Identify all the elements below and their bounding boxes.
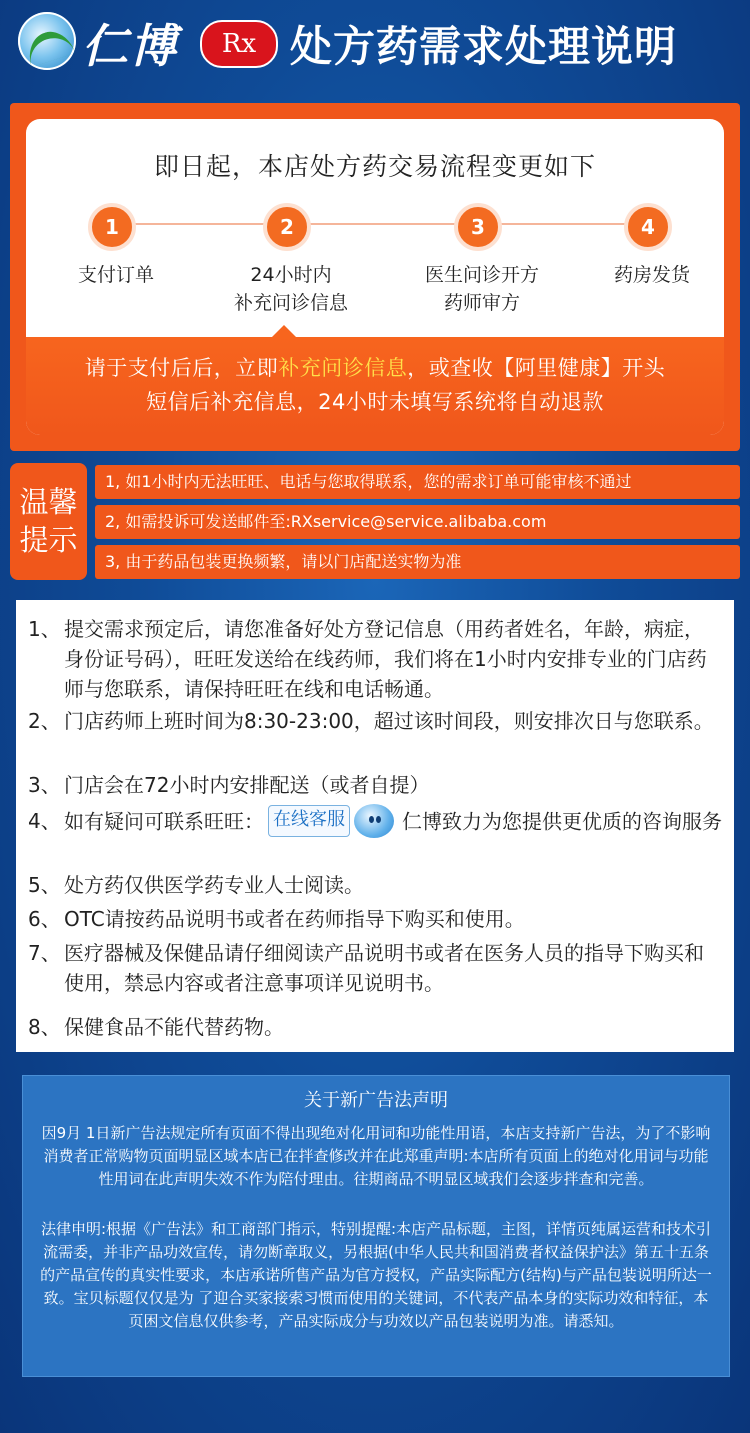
list-item-number: 1、: [28, 617, 61, 641]
list-item: [28, 938, 722, 998]
list-item-number: 7、: [28, 941, 61, 965]
list-item: [28, 706, 722, 736]
list-item-number: 6、: [28, 907, 61, 931]
refund-notice: [26, 337, 724, 435]
step-number: 2: [263, 203, 311, 251]
list-item-number: 5、: [28, 873, 61, 897]
list-item-text: 门店药师上班时间为8:30-23:00，超过该时间段，则安排次日与您联系。: [64, 709, 714, 733]
list-item: [28, 1012, 722, 1042]
step-label: [201, 261, 381, 317]
step-label: [26, 261, 206, 289]
list-item-number: 3、: [28, 773, 61, 797]
tips-label-line2: 提示: [19, 523, 78, 557]
page-title: 处方药需求处理说明: [290, 22, 678, 71]
header: [0, 0, 750, 82]
step-4: [562, 203, 724, 289]
tip-item: 2, 如需投诉可发送邮件至:RXservice@service.alibaba.com: [95, 505, 740, 539]
list-item-text: OTC请按药品说明书或者在药师指导下购买和使用。: [64, 907, 525, 931]
step-label: [562, 261, 724, 289]
notice-highlight: 补充问诊信息: [278, 356, 408, 380]
list-item-number: 4、: [28, 809, 61, 833]
process-card: [26, 119, 724, 435]
legal-paragraph-1: 因9月 1日新广告法规定所有页面不得出现绝对化用词和功能性用语，本店支持新广告法，为了不影响消费者正常购物页面明显区域本店已在拌查修改并在此郑重声明:本店所有页面上的绝对化用词与功能性用词在此声明失效不作为陪付理由。往期商品不明显区域我们会逐步拌查和完善。: [41, 1124, 711, 1188]
list-item: [28, 614, 722, 704]
list-item-text: 门店会在72小时内安排配送（或者自提）: [64, 773, 430, 797]
tip-item: 1, 如1小时内无法旺旺、电话与您取得联系，您的需求订单可能审核不通过: [95, 465, 740, 499]
step-label-line1: 支付订单: [77, 264, 154, 286]
process-headline: 即日起，本店处方药交易流程变更如下: [153, 152, 596, 181]
step-number: 1: [88, 203, 136, 251]
legal-notice-panel: [22, 1075, 730, 1377]
notice-part1: 请于支付后后，立即: [84, 356, 279, 380]
step-1: [26, 203, 206, 289]
list-item-text: 保健食品不能代替药物。: [64, 1015, 284, 1039]
online-service-button[interactable]: 在线客服: [268, 805, 350, 837]
tips-label: [10, 463, 87, 580]
legal-paragraph-2: 法律申明:根据《广告法》和工商部门指示，特别提醒:本店产品标题，主图，详情页纯属运营和技术引流需委，并非产品功效宣传，请勿断章取义，另根据(中华人民共和国消费者权益保护法》第五十五条的产品宣传的真实性要求，本店承诺所售产品为官方授权，产品实际配方(结构)与产品包装说明所达一致。宝贝标题仅仅是为 了迎合买家接索习惯而使用的关键词，不代表产品本身的实际功效和特征，本页困文信息仅供参考，产品实际成分与功效以产品包装说明为准。请悉知。: [40, 1220, 712, 1330]
step-label: [392, 261, 572, 317]
list-item-text: [28, 806, 722, 840]
list-item-text: 医疗器械及保健品请仔细阅读产品说明书或者在医务人员的指导下购买和使用，禁忌内容或者注意事项详见说明书。: [64, 941, 704, 995]
step-number: 3: [454, 203, 502, 251]
list-item-text: 处方药仅供医学药专业人士阅读。: [64, 873, 364, 897]
brand-logo-icon: [18, 12, 76, 70]
step-2: [201, 203, 381, 317]
process-panel: [10, 103, 740, 451]
notice-part2: ，或查收【阿里健康】开头: [407, 356, 666, 380]
list-item-text-before: 如有疑问可联系旺旺：: [64, 809, 264, 834]
brand-name: 仁博: [82, 19, 178, 73]
instructions-list: [16, 600, 734, 1052]
rx-badge: Rx: [200, 20, 278, 68]
step-label-line2: 药师审方: [443, 292, 520, 314]
notice-text: [36, 351, 714, 419]
chat-bubble-icon[interactable]: [354, 804, 394, 838]
step-label-line1: 24小时内: [250, 264, 332, 286]
step-3: [392, 203, 572, 317]
tip-item: 3, 由于药品包装更换频繁，请以门店配送实物为准: [95, 545, 740, 579]
step-label-line2: 补充问诊信息: [233, 292, 348, 314]
list-item-text-after: 仁博致力为您提供更优质的咨询服务: [402, 809, 722, 834]
list-item-text: 提交需求预定后，请您准备好处方登记信息（用药者姓名，年龄，病症，身份证号码），旺旺发送给在线药师，我们将在1小时内安排专业的门店药师与您联系，请保持旺旺在线和电话畅通。: [64, 617, 707, 701]
list-item: [28, 904, 722, 934]
list-item: [28, 770, 722, 800]
notice-pointer: [270, 325, 298, 339]
list-item-number: 2、: [28, 709, 61, 733]
legal-title: 关于新广告法声明: [304, 1090, 448, 1111]
step-number: 4: [624, 203, 672, 251]
list-item: [28, 806, 722, 840]
step-label-line1: 药房发货: [613, 264, 690, 286]
list-item: [28, 870, 722, 900]
list-item-number: 8、: [28, 1015, 61, 1039]
notice-line2: 短信后补充信息，24小时未填写系统将自动退款: [146, 390, 604, 414]
step-label-line1: 医生问诊开方: [424, 264, 539, 286]
tips-label-line1: 温馨: [19, 485, 78, 519]
